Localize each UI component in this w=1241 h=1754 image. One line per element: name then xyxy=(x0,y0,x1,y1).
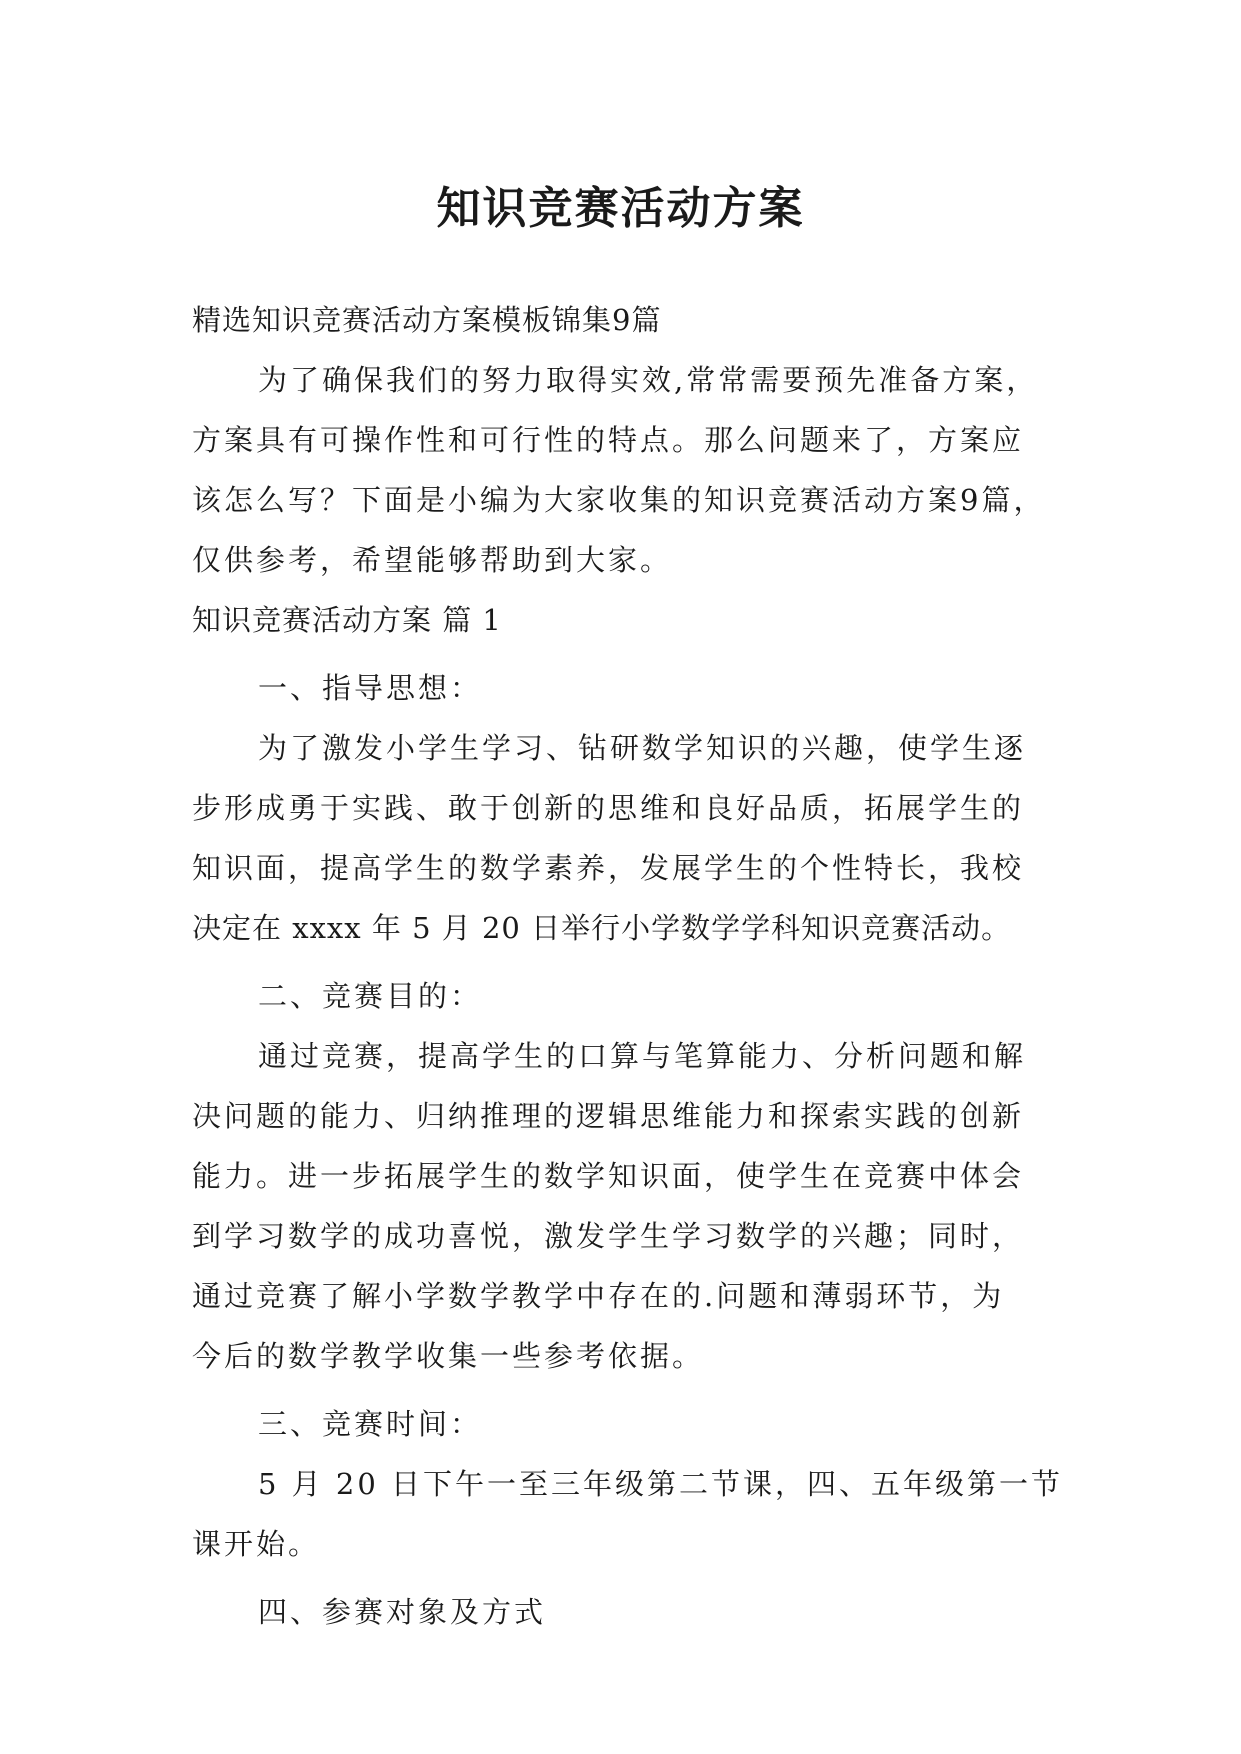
intro-line: 仅供参考，希望能够帮助到大家。 xyxy=(192,543,673,577)
document-subtitle: 精选知识竞赛活动方案模板锦集9篇 xyxy=(192,303,662,337)
paragraph-line: 课开始。 xyxy=(192,1527,321,1561)
paragraph-line: 步形成勇于实践、敢于创新的思维和良好品质，拓展学生的 xyxy=(192,791,1025,825)
paragraph-line: 到学习数学的成功喜悦，激发学生学习数学的兴趣；同时， xyxy=(192,1219,1025,1253)
section-competition-time-paragraph xyxy=(192,1454,1062,1574)
article-heading: 知识竞赛活动方案 篇 1 xyxy=(192,603,502,637)
intro-paragraph xyxy=(192,350,1062,590)
section-heading-guiding-ideology: 一、指导思想： xyxy=(258,671,483,705)
section-heading-competition-time: 三、竞赛时间： xyxy=(258,1407,483,1441)
document-body xyxy=(192,290,1062,1642)
section-heading-participants: 四、参赛对象及方式 xyxy=(258,1595,547,1629)
paragraph-line: 为了激发小学生学习、钻研数学知识的兴趣，使学生逐 xyxy=(258,731,1027,765)
intro-line: 方案具有可操作性和可行性的特点。那么问题来了，方案应 xyxy=(192,423,1025,457)
document-title: 知识竞赛活动方案 xyxy=(436,183,805,235)
section-guiding-ideology-paragraph xyxy=(192,718,1062,958)
intro-line: 该怎么写？下面是小编为大家收集的知识竞赛活动方案9篇， xyxy=(192,483,1046,517)
paragraph-line: 今后的数学教学收集一些参考依据。 xyxy=(192,1339,705,1373)
paragraph-line: 能力。进一步拓展学生的数学知识面，使学生在竞赛中体会 xyxy=(192,1159,1025,1193)
paragraph-line: 5 月 20 日下午一至三年级第二节课，四、五年级第一节 xyxy=(258,1467,1064,1501)
section-heading-competition-purpose: 二、竞赛目的： xyxy=(258,979,483,1013)
paragraph-line: 通过竞赛了解小学数学教学中存在的.问题和薄弱环节，为 xyxy=(192,1279,1005,1313)
intro-line: 为了确保我们的努力取得实效,常常需要预先准备方案， xyxy=(258,363,1039,397)
paragraph-line: 知识面，提高学生的数学素养，发展学生的个性特长，我校 xyxy=(192,851,1025,885)
paragraph-line: 决定在 xxxx 年 5 月 20 日举行小学数学学科知识竞赛活动。 xyxy=(192,911,1012,945)
paragraph-line: 通过竞赛，提高学生的口算与笔算能力、分析问题和解 xyxy=(258,1039,1027,1073)
section-competition-purpose-paragraph xyxy=(192,1026,1062,1386)
paragraph-line: 决问题的能力、归纳推理的逻辑思维能力和探索实践的创新 xyxy=(192,1099,1025,1133)
